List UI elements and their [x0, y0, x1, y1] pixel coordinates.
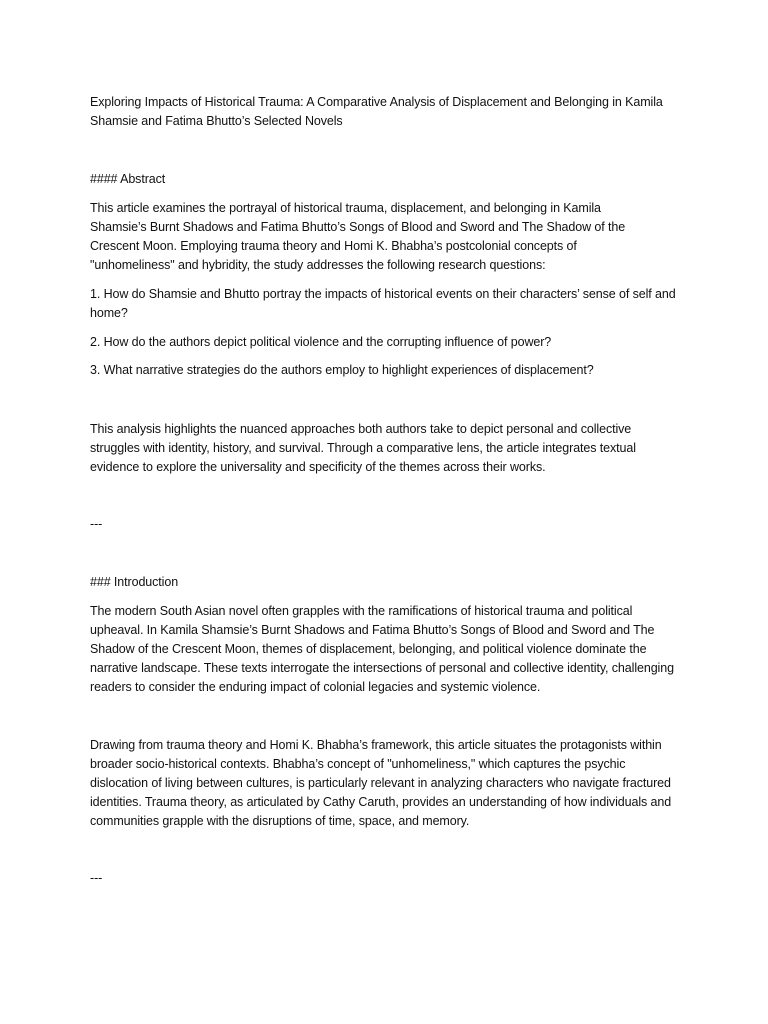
introduction-paragraph: The modern South Asian novel often grapples with the ramifications of historical trauma and political upheaval. In Kamila Shamsie’s Burnt Shadows and Fatima Bhutto’s Songs of Blood and Sword and The Shadow of the Crescent Moon, themes of displacement, belonging, and political violence dominate the narrative landscape. These texts interrogate the intersections of personal and collective identity, challenging readers to consider the enduring impact of colonial legacies and systemic violence. [90, 604, 674, 694]
research-question-2: 2. How do the authors depict political violence and the corrupting influence of power? [90, 335, 552, 349]
abstract-heading: #### Abstract [90, 172, 166, 186]
research-question-3: 3. What narrative strategies do the authors employ to highlight experiences of displacement? [90, 363, 594, 377]
introduction-paragraph: Drawing from trauma theory and Homi K. Bhabha’s framework, this article situates the protagonists within broader socio-historical contexts. Bhabha’s concept of "unhomeliness," which captures the psychic dislocation of living between cultures, is particularly relevant in analyzing characters who navigate fractured identities. Trauma theory, as articulated by Cathy Caruth, provides an understanding of how individuals and communities grapple with the disruptions of time, space, and memory. [90, 738, 672, 828]
section-separator: --- [90, 871, 103, 885]
research-question-1: 1. How do Shamsie and Bhutto portray the impacts of historical events on their characters’ sense of self and home? [90, 287, 676, 320]
section-separator: --- [90, 517, 103, 531]
abstract-paragraph: This article examines the portrayal of historical trauma, displacement, and belonging in Kamila Shamsie’s Burnt Shadows and Fatima Bhutto’s Songs of Blood and Sword and The Shadow of the Crescent Moon. Employing trauma theory and Homi K. Bhabha’s postcolonial concepts of "unhomeliness" and hybridity, the study addresses the following research questions: [90, 201, 626, 272]
abstract-summary-paragraph: This analysis highlights the nuanced approaches both authors take to depict personal and collective struggles with identity, history, and survival. Through a comparative lens, the article integrates textual evidence to explore the universality and specificity of the themes across their works. [90, 422, 636, 474]
document-title: Exploring Impacts of Historical Trauma: A Comparative Analysis of Displacement and Belonging in Kamila Shamsie and Fatima Bhutto’s Selected Novels [90, 95, 663, 128]
introduction-heading: ### Introduction [90, 575, 179, 589]
